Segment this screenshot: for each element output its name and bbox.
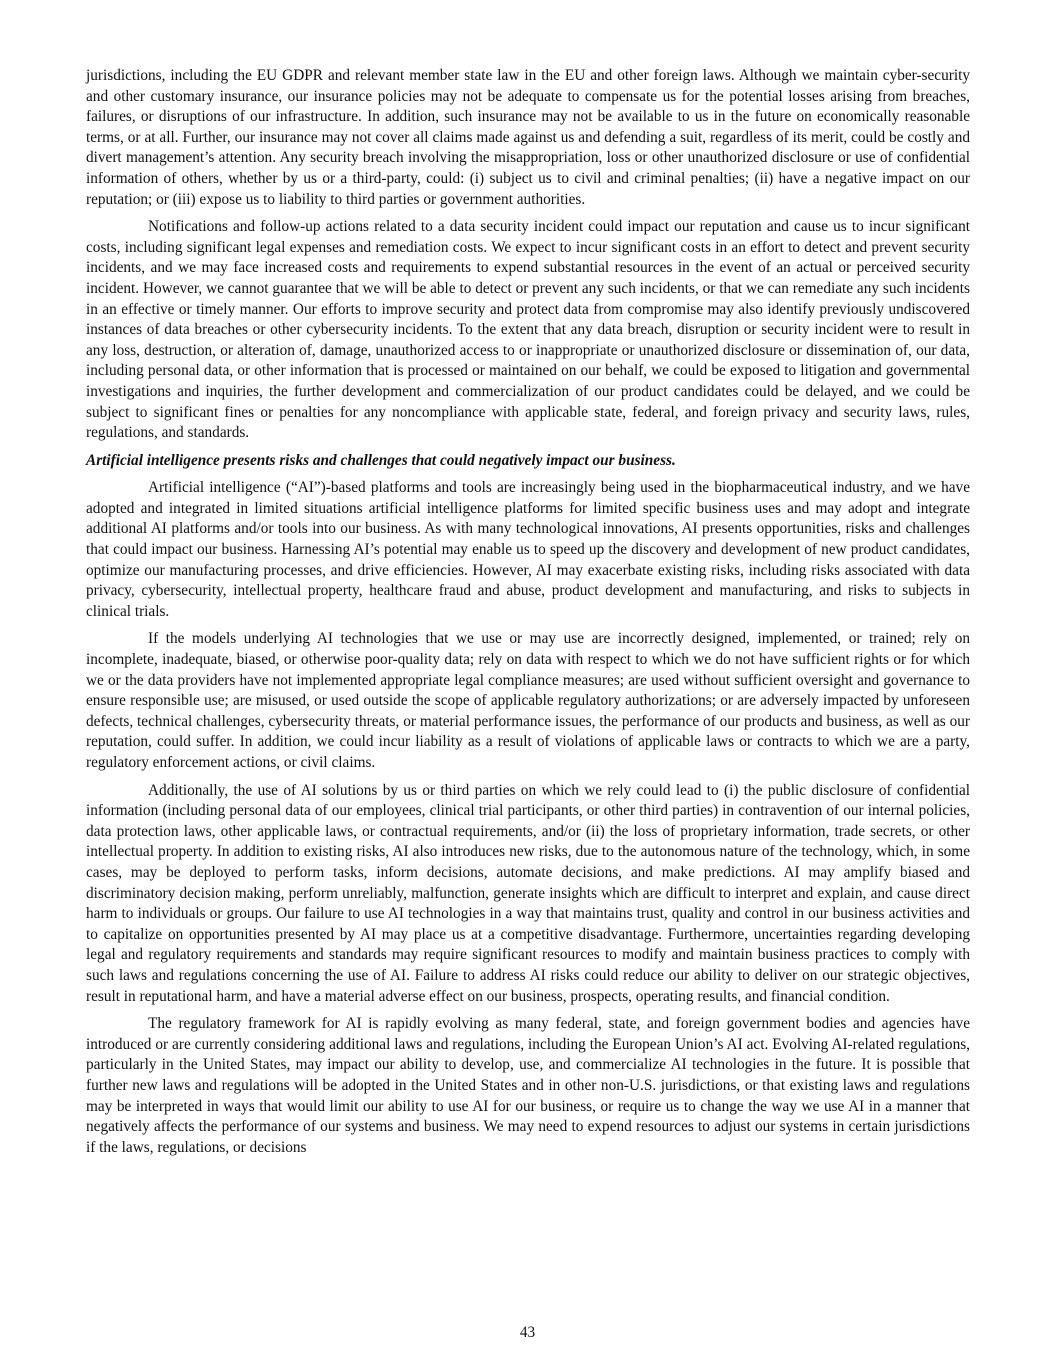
document-body [86,66,970,1165]
paragraph-ai-models-risks: If the models underlying AI technologies that we use or may use are incorrectly designed, implemented, or trained; rely on incomplete, inadequate, biased, or otherwise poor-quality data; rely on data with respect to which we do not have sufficient rights or for which we or the data providers have not implemented appropriate legal compliance measures; are used without sufficient oversight and governance to ensure responsible use; are misused, or used outside the scope of applicable regulatory authorizations; or are adversely impacted by unforeseen defects, technical challenges, cybersecurity threats, or material performance issues, the performance of our products and business, as well as our reputation, could suffer. In addition, we could incur liability as a result of violations of applicable laws or contracts to which we are a party, regulatory enforcement actions, or civil claims. [86,630,970,771]
section-heading-ai-risks: Artificial intelligence presents risks and challenges that could negatively impact our business. [86,451,676,469]
paragraph-security-incident-costs: Notifications and follow-up actions related to a data security incident could impact our reputation and cause us to incur significant costs, including significant legal expenses and remediation costs. We expect to incur significant costs in an effort to detect and prevent security incidents, and we may face increased costs and requirements to expend substantial resources in the event of an actual or perceived security incident. However, we cannot guarantee that we will be able to detect or prevent any such incidents, or that we can remediate any such incidents in an effective or timely manner. Our efforts to improve security and protect data from compromise may also identify previously undiscovered instances of data breaches or other cybersecurity incidents. To the extent that any data breach, disruption or security incident were to result in any loss, destruction, or alteration of, damage, unauthorized access to or inappropriate or unauthorized disclosure or dissemination of, our data, including personal data, or other information that is processed or maintained on our behalf, we could be exposed to litigation and governmental investigations and inquiries, the further development and commercialization of our product candidates could be delayed, and we could be subject to significant fines or penalties for any noncompliance with applicable state, federal, and foreign privacy and security laws, rules, regulations, and standards. [86,218,970,442]
paragraph-ai-disclosure-risks: Additionally, the use of AI solutions by us or third parties on which we rely could lead to (i) the public disclosure of confidential information (including personal data of our employees, clinical trial participants, or other third parties) in contravention of our internal policies, data protection laws, other applicable laws, or contractual requirements, and/or (ii) the loss of proprietary information, trade secrets, or other intellectual property. In addition to existing risks, AI also introduces new risks, due to the autonomous nature of the technology, which, in some cases, may be deployed to perform tasks, inform decisions, automate decisions, and make predictions. AI may amplify biased and discriminatory decision making, perform unreliably, malfunction, generate insights which are difficult to interpret and explain, and cause direct harm to individuals or groups. Our failure to use AI technologies in a way that maintains trust, quality and control in our business activities and to capitalize on opportunities presented by AI may place us at a competitive disadvantage. Furthermore, uncertainties regarding developing legal and regulatory requirements and standards may require significant resources to modify and maintain business practices to comply with such laws and regulations concerning the use of AI. Failure to address AI risks could reduce our ability to deliver on our strategic objectives, result in reputational harm, and have a material adverse effect on our business, prospects, operating results, and financial condition. [86,781,970,1005]
paragraph-ai-regulatory-framework: The regulatory framework for AI is rapidly evolving as many federal, state, and foreign government bodies and agencies have introduced or are currently considering additional laws and regulations, including the European Union’s AI act. Evolving AI-related regulations, particularly in the United States, may impact our ability to develop, use, and commercialize AI technologies in the future. It is possible that further new laws and regulations will be adopted in the United States and in other non-U.S. jurisdictions, or that existing laws and regulations may be interpreted in ways that would limit our ability to use AI for our business, or require us to change the way we use AI in a manner that negatively affects the performance of our systems and business. We may need to expend resources to adjust our systems in certain jurisdictions if the laws, regulations, or decisions [86,1015,970,1156]
paragraph-ai-platforms: Artificial intelligence (“AI”)-based platforms and tools are increasingly being used in the biopharmaceutical industry, and we have adopted and integrated in limited situations artificial intelligence platforms for limited specific business uses and may adopt and integrate additional AI platforms and/or tools into our business. As with many technological innovations, AI presents opportunities, risks and challenges that could impact our business. Harnessing AI’s potential may enable us to speed up the discovery and development of new product candidates, optimize our manufacturing processes, and drive efficiencies. However, AI may exacerbate existing risks, including risks associated with data privacy, cybersecurity, intellectual property, healthcare fraud and abuse, product development and manufacturing, and risks to subjects in clinical trials. [86,479,970,620]
page-number: 43 [519,1324,536,1341]
paragraph-insurance-continuation: jurisdictions, including the EU GDPR and relevant member state law in the EU and other foreign laws. Although we maintain cyber-security and other customary insurance, our insurance policies may not be adequate to compensate us for the potential losses arising from breaches, failures, or disruptions of our infrastructure. In addition, such insurance may not be available to us in the future on economically reasonable terms, or at all. Further, our insurance may not cover all claims made against us and defending a suit, regardless of its merit, could be costly and divert management’s attention. Any security breach involving the misappropriation, loss or other unauthorized disclosure or use of confidential information of others, whether by us or a third-party, could: (i) subject us to civil and criminal penalties; (ii) have a negative impact on our reputation; or (iii) expose us to liability to third parties or government authorities. [86,67,970,208]
